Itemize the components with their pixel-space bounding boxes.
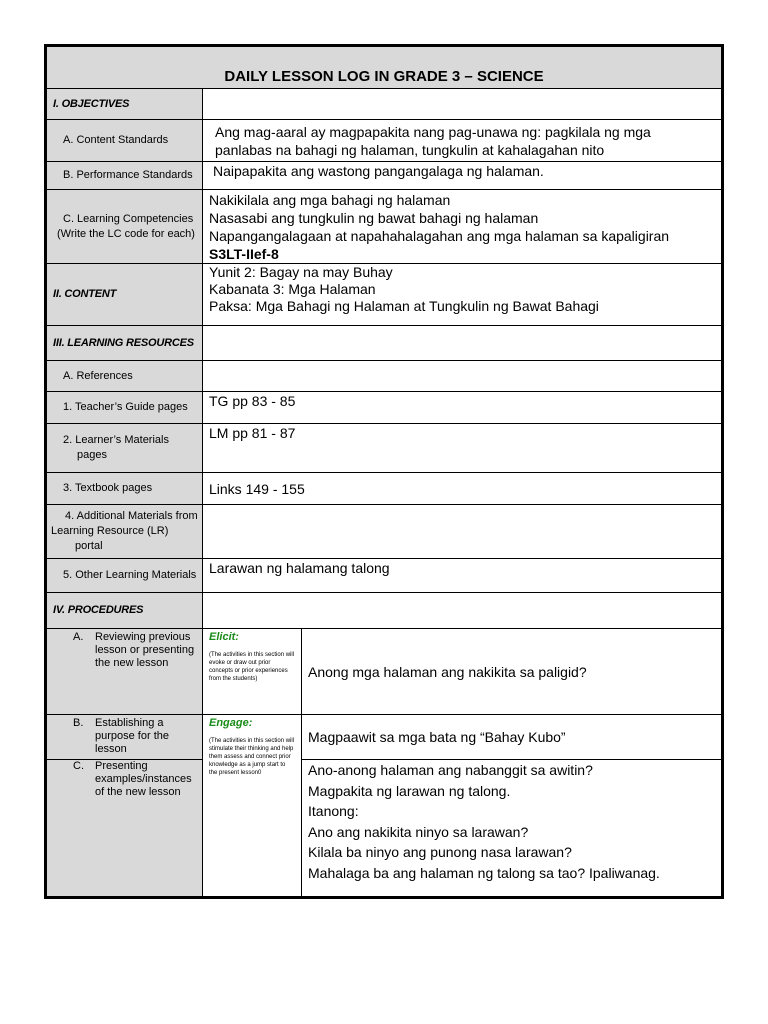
competency-line: Nakikilala ang mga bahagi ng halaman	[209, 191, 451, 208]
procedure-b-label-line: purpose for the	[95, 730, 169, 742]
learning-competencies-label-line: C. Learning Competencies	[63, 212, 194, 225]
engage-label: Engage:	[209, 717, 253, 729]
procedure-c-value	[302, 760, 722, 897]
tg-pages-label: 1. Teacher’s Guide pages	[47, 392, 203, 424]
procedure-b-stage	[203, 715, 302, 897]
content-standards-value	[203, 120, 722, 162]
competency-line: Nasasabi ang tungkulin ng bawat bahagi ng halaman	[209, 209, 539, 226]
learning-competencies-value	[203, 190, 722, 264]
content-line: Kabanata 3: Mga Halaman	[209, 281, 376, 297]
procedure-a-label-line: Reviewing previous	[95, 631, 191, 643]
content-heading: II. CONTENT	[47, 264, 203, 326]
content-standards-line: panlabas na bahagi ng halaman, tungkulin at kahalagahan nito	[215, 141, 605, 158]
procedure-c-line: Mahalaga ba ang halaman ng talong sa tao? Ipaliwanag.	[308, 864, 660, 881]
performance-standards-value: Naipapakita ang wastong pangangalaga ng halaman.	[203, 162, 722, 190]
procedures-value	[203, 593, 722, 629]
procedure-c-label	[47, 760, 203, 897]
competency-line: Napangangalagaan at napahahalagahan ang mga halaman sa kapaligiran	[209, 227, 670, 244]
procedure-c-label-line: of the new lesson	[95, 786, 181, 798]
content-standards-label: A. Content Standards	[47, 120, 203, 162]
performance-standards-label: B. Performance Standards	[47, 162, 203, 190]
additional-materials-label-line: 4. Additional Materials from	[65, 510, 198, 522]
procedure-c-label-line: examples/instances	[95, 773, 192, 785]
procedure-c-line: Magpakita ng larawan ng talong.	[308, 782, 511, 799]
procedure-a-stage	[203, 629, 302, 715]
tg-pages-value: TG pp 83 - 85	[203, 392, 722, 424]
content-value	[203, 264, 722, 326]
content-standards-line: Ang mag-aaral ay magpapakita nang pag-unawa ng: pagkilala ng mga	[215, 123, 651, 140]
document-title: DAILY LESSON LOG IN GRADE 3 – SCIENCE	[47, 47, 722, 89]
additional-materials-label	[47, 505, 203, 559]
textbook-pages-value: Links 149 - 155	[203, 473, 722, 505]
procedure-c-label-line: Presenting	[95, 760, 148, 772]
lm-pages-value: LM pp 81 - 87	[203, 424, 722, 473]
objectives-heading: I. OBJECTIVES	[47, 89, 203, 120]
additional-materials-value	[203, 505, 722, 559]
procedure-c-key: C.	[73, 760, 84, 772]
references-value	[203, 361, 722, 392]
procedure-b-key: B.	[73, 717, 84, 729]
procedure-c-line: Itanong:	[308, 803, 359, 819]
objectives-value	[203, 89, 722, 120]
procedure-c-line: Ano-anong halaman ang nabanggit sa awitin?	[308, 762, 593, 778]
lm-pages-label-line: 2. Learner’s Materials	[63, 434, 169, 446]
content-line: Paksa: Mga Bahagi ng Halaman at Tungkulin ng Bawat Bahagi	[209, 298, 599, 314]
content-line: Yunit 2: Bagay na may Buhay	[209, 264, 393, 280]
resources-value	[203, 326, 722, 361]
procedure-a-label-line: the new lesson	[95, 657, 169, 669]
lc-code: S3LT-IIef-8	[209, 245, 279, 262]
procedure-b-label	[47, 715, 203, 760]
procedure-a-key: A.	[73, 631, 84, 643]
procedures-heading: IV. PROCEDURES	[47, 593, 203, 629]
other-materials-value: Larawan ng halamang talong	[203, 559, 722, 593]
engage-note: (The activities in this section will stimulate their thinking and help them assess and connect prior knowledge as a jump start to the present lesson0	[209, 738, 295, 776]
procedure-c-line: Ano ang nakikita ninyo sa larawan?	[308, 823, 529, 840]
lm-pages-label	[47, 424, 203, 473]
procedure-b-label-line: Establishing a	[95, 717, 164, 729]
other-materials-label: 5. Other Learning Materials	[47, 559, 203, 593]
elicit-label: Elicit:	[209, 631, 239, 643]
procedure-b-value: Magpaawit sa mga bata ng “Bahay Kubo”	[302, 715, 722, 760]
learning-competencies-label	[47, 190, 203, 264]
learning-competencies-label-note: (Write the LC code for each)	[57, 227, 195, 240]
lesson-log-table	[46, 46, 722, 897]
references-label: A. References	[47, 361, 203, 392]
textbook-pages-label: 3. Textbook pages	[47, 473, 203, 505]
procedure-a-value: Anong mga halaman ang nakikita sa paligid?	[302, 629, 722, 715]
additional-materials-label-line: Learning Resource (LR)	[51, 525, 169, 537]
resources-heading: III. LEARNING RESOURCES	[47, 326, 203, 361]
procedure-c-line: Kilala ba ninyo ang punong nasa larawan?	[308, 844, 572, 860]
additional-materials-label-line: portal	[75, 540, 103, 552]
procedure-a-label	[47, 629, 203, 715]
procedure-a-label-line: lesson or presenting	[95, 644, 195, 656]
elicit-note: (The activities in this section will evoke or draw out prior concepts or prior experiences from the students)	[209, 652, 295, 682]
procedure-b-label-line: lesson	[95, 743, 127, 755]
lm-pages-label-line: pages	[77, 449, 107, 461]
